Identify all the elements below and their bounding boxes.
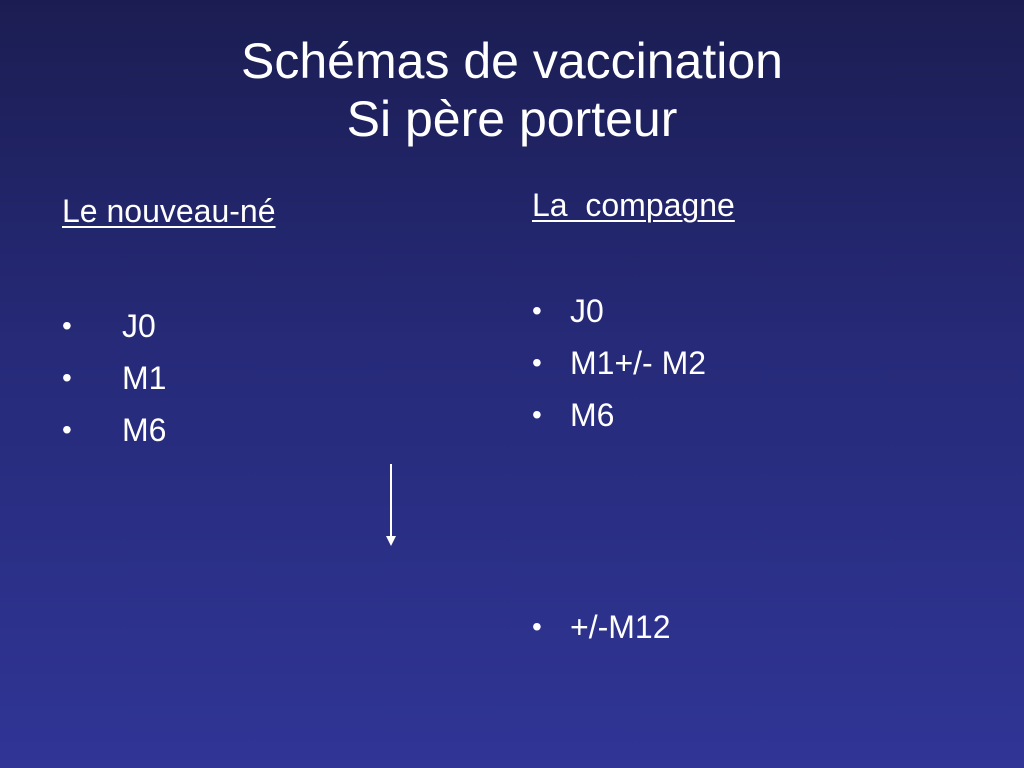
list-item: [532, 389, 932, 441]
list-item: [62, 352, 362, 404]
list-item-text: M6: [570, 397, 615, 433]
bullet-icon: •: [62, 414, 72, 445]
list-item-text: J0: [122, 308, 156, 344]
bullet-icon: •: [62, 362, 72, 393]
list-item: [532, 337, 932, 389]
bullet-icon: •: [62, 310, 72, 341]
bullet-icon: •: [532, 295, 542, 326]
bullet-icon: •: [532, 399, 542, 430]
list-item-text: M6: [122, 412, 167, 448]
partner-schedule-list: [532, 285, 932, 441]
list-item-text: M1: [122, 360, 167, 396]
list-item: [62, 300, 362, 352]
bullet-icon: •: [532, 347, 542, 378]
slide-title: [0, 32, 1024, 148]
newborn-heading: Le nouveau-né: [62, 193, 276, 229]
list-item: [532, 285, 932, 337]
title-line-2: Si père porteur: [346, 91, 678, 147]
list-item: [62, 404, 362, 456]
down-arrow-icon: [384, 464, 398, 546]
bullet-icon: •: [532, 611, 542, 642]
partner-heading: La compagne: [532, 187, 735, 223]
partner-optional-list: [532, 601, 932, 653]
list-item: [532, 601, 932, 653]
newborn-schedule-list: [62, 300, 362, 456]
list-item-text: +/-M12: [570, 609, 671, 645]
title-line-1: Schémas de vaccination: [241, 33, 783, 89]
list-item-text: M1+/- M2: [570, 345, 707, 381]
list-item-text: J0: [570, 293, 604, 329]
